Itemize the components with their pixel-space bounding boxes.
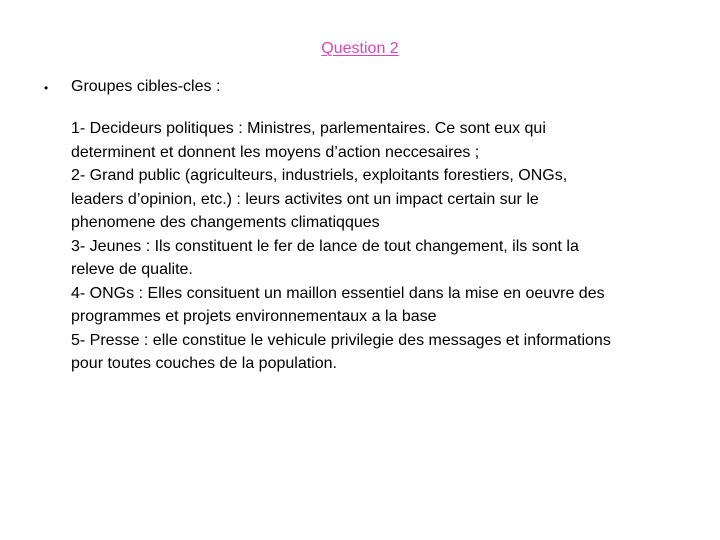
list-line: determinent et donnent les moyens d’action neccesaires ; [71, 143, 480, 161]
list-line: 2- Grand public (agriculteurs, industriels, exploitants forestiers, ONGs, [71, 167, 568, 184]
list-line: phenomene des changements climatiqques [71, 214, 380, 231]
list-line: 4- ONGs : Elles consituent un maillon essentiel dans la mise en oeuvre des [71, 284, 605, 302]
list-line: programmes et projets environnementaux a la base [71, 308, 437, 325]
slide-title: Question 2 [321, 40, 399, 57]
list-line: 3- Jeunes : Ils constituent le fer de lance de tout changement, ils sont la [71, 237, 579, 255]
bullet-heading: Groupes cibles-cles : [71, 78, 221, 95]
list-line: leaders d’opinion, etc.) : leurs activites ont un impact certain sur le [71, 190, 539, 208]
list-line: pour toutes couches de la population. [71, 355, 337, 372]
bullet-marker: • [44, 81, 49, 95]
list-line: 5- Presse : elle constitue le vehicule privilegie des messages et informations [71, 331, 611, 349]
list-line: 1- Decideurs politiques : Ministres, parlementaires. Ce sont eux qui [71, 120, 546, 137]
list-line: releve de qualite. [71, 261, 193, 278]
target-groups-list [71, 117, 711, 376]
